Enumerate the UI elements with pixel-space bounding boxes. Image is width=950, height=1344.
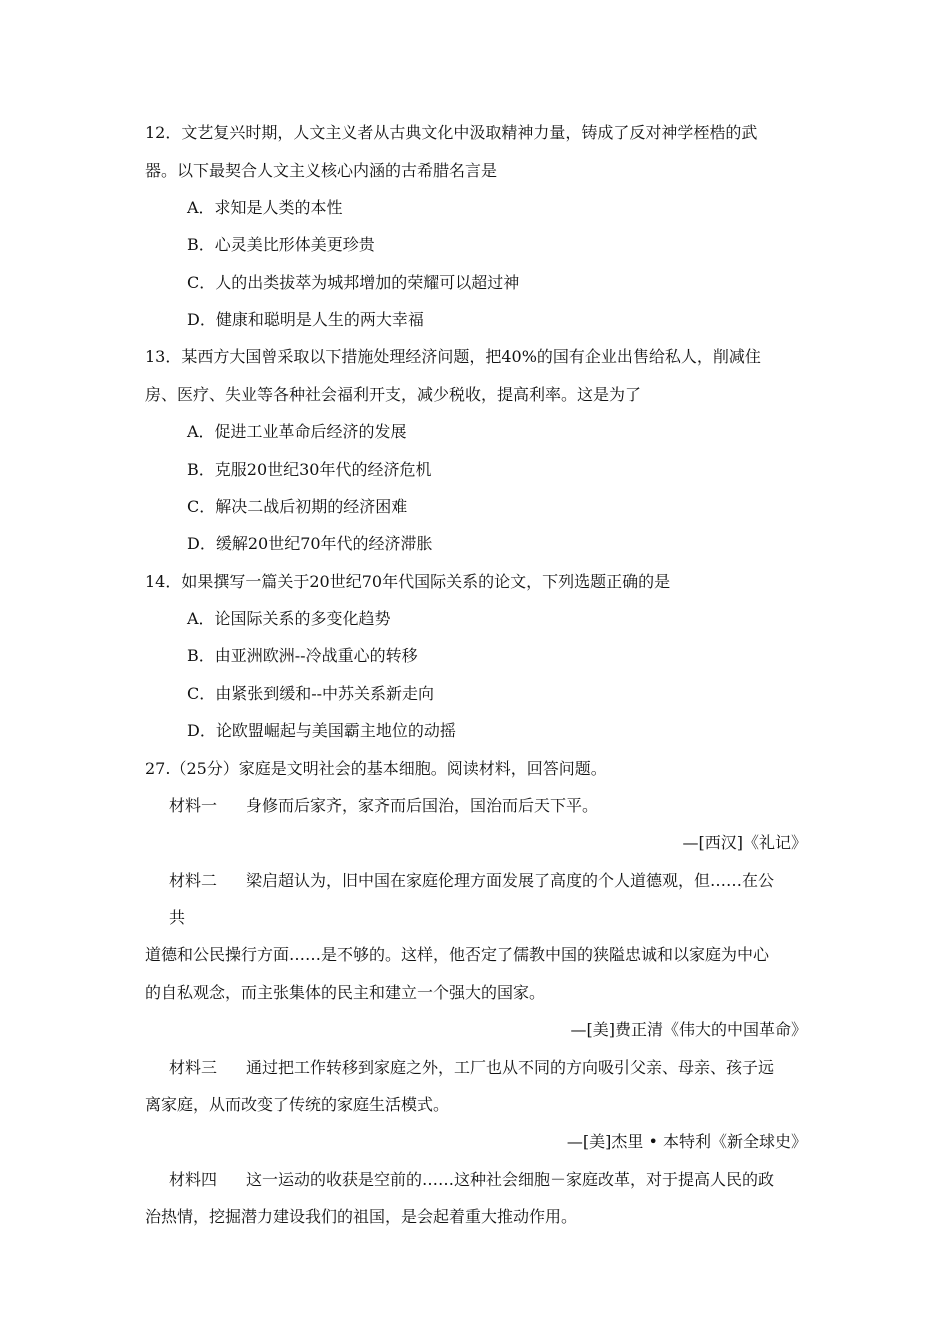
q12-option-d: D．健康和聪明是人生的两大幸福 (187, 310, 424, 329)
q13-option-d: D．缓解20世纪70年代的经济滞胀 (187, 534, 433, 553)
q13-option-c: C．解决二战后初期的经济困难 (187, 497, 408, 516)
material-3-label: 材料三 (169, 1058, 218, 1077)
material-2-source: —[美]费正清《伟大的中国革命》 (570, 1020, 807, 1039)
q13-stem-line1: 13．某西方大国曾采取以下措施处理经济问题，把40%的国有企业出售给私人，削减住 (145, 347, 761, 366)
material-2-line2: 共 (169, 908, 186, 927)
q14-option-d: D．论欧盟崛起与美国霸主地位的动摇 (187, 721, 456, 740)
q14-option-a: A．论国际关系的多变化趋势 (187, 609, 391, 628)
material-2-line3: 道德和公民操行方面……是不够的。这样，他否定了儒教中国的狭隘忠诚和以家庭为中心 (145, 945, 770, 964)
q12-option-a: A．求知是人类的本性 (187, 198, 343, 217)
q13-option-b: B．克服20世纪30年代的经济危机 (187, 460, 432, 479)
material-3-source: —[美]杰里 • 本特利《新全球史》 (566, 1132, 807, 1151)
material-4-line2: 治热情，挖掘潜力建设我们的祖国，是会起着重大推动作用。 (145, 1207, 578, 1226)
material-1-line (169, 796, 598, 816)
q12-stem-line1: 12．文艺复兴时期，人文主义者从古典文化中汲取精神力量，铸成了反对神学桎梏的武 (145, 123, 758, 142)
q14-stem-line1: 14．如果撰写一篇关于20世纪70年代国际关系的论文，下列选题正确的是 (145, 572, 671, 591)
material-1-label: 材料一 (169, 796, 218, 815)
q12-option-b: B．心灵美比形体美更珍贵 (187, 235, 375, 254)
material-3-line2: 离家庭，从而改变了传统的家庭生活模式。 (145, 1095, 450, 1114)
material-2-label: 材料二 (169, 871, 218, 890)
material-1-source: —[西汉]《礼记》 (682, 833, 807, 852)
q27-stem: 27.（25分）家庭是文明社会的基本细胞。阅读材料，回答问题。 (145, 759, 607, 778)
material-4-label: 材料四 (169, 1170, 218, 1189)
material-3-line1 (169, 1058, 774, 1078)
q14-option-c: C．由紧张到缓和--中苏关系新走向 (187, 684, 435, 703)
material-3-text-line1: 通过把工作转移到家庭之外，工厂也从不同的方向吸引父亲、母亲、孩子远 (246, 1058, 775, 1077)
material-2-line1 (169, 871, 774, 891)
material-2-line4: 的自私观念，而主张集体的民主和建立一个强大的国家。 (145, 983, 546, 1002)
q13-option-a: A．促进工业革命后经济的发展 (187, 422, 407, 441)
q14-option-b: B．由亚洲欧洲--冷战重心的转移 (187, 646, 418, 665)
q12-option-c: C．人的出类拔萃为城邦增加的荣耀可以超过神 (187, 273, 520, 292)
material-4-text-line1: 这一运动的收获是空前的……这种社会细胞－家庭改革，对于提高人民的政 (246, 1170, 775, 1189)
q13-stem-line2: 房、医疗、失业等各种社会福利开支，减少税收，提高利率。这是为了 (145, 385, 642, 404)
material-1-text: 身修而后家齐，家齐而后国治，国治而后天下平。 (246, 796, 599, 815)
q12-stem-line2: 器。以下最契合人文主义核心内涵的古希腊名言是 (145, 161, 498, 180)
material-4-line1 (169, 1170, 774, 1190)
material-2-text-line1: 梁启超认为，旧中国在家庭伦理方面发展了高度的个人道德观，但……在公 (246, 871, 775, 890)
